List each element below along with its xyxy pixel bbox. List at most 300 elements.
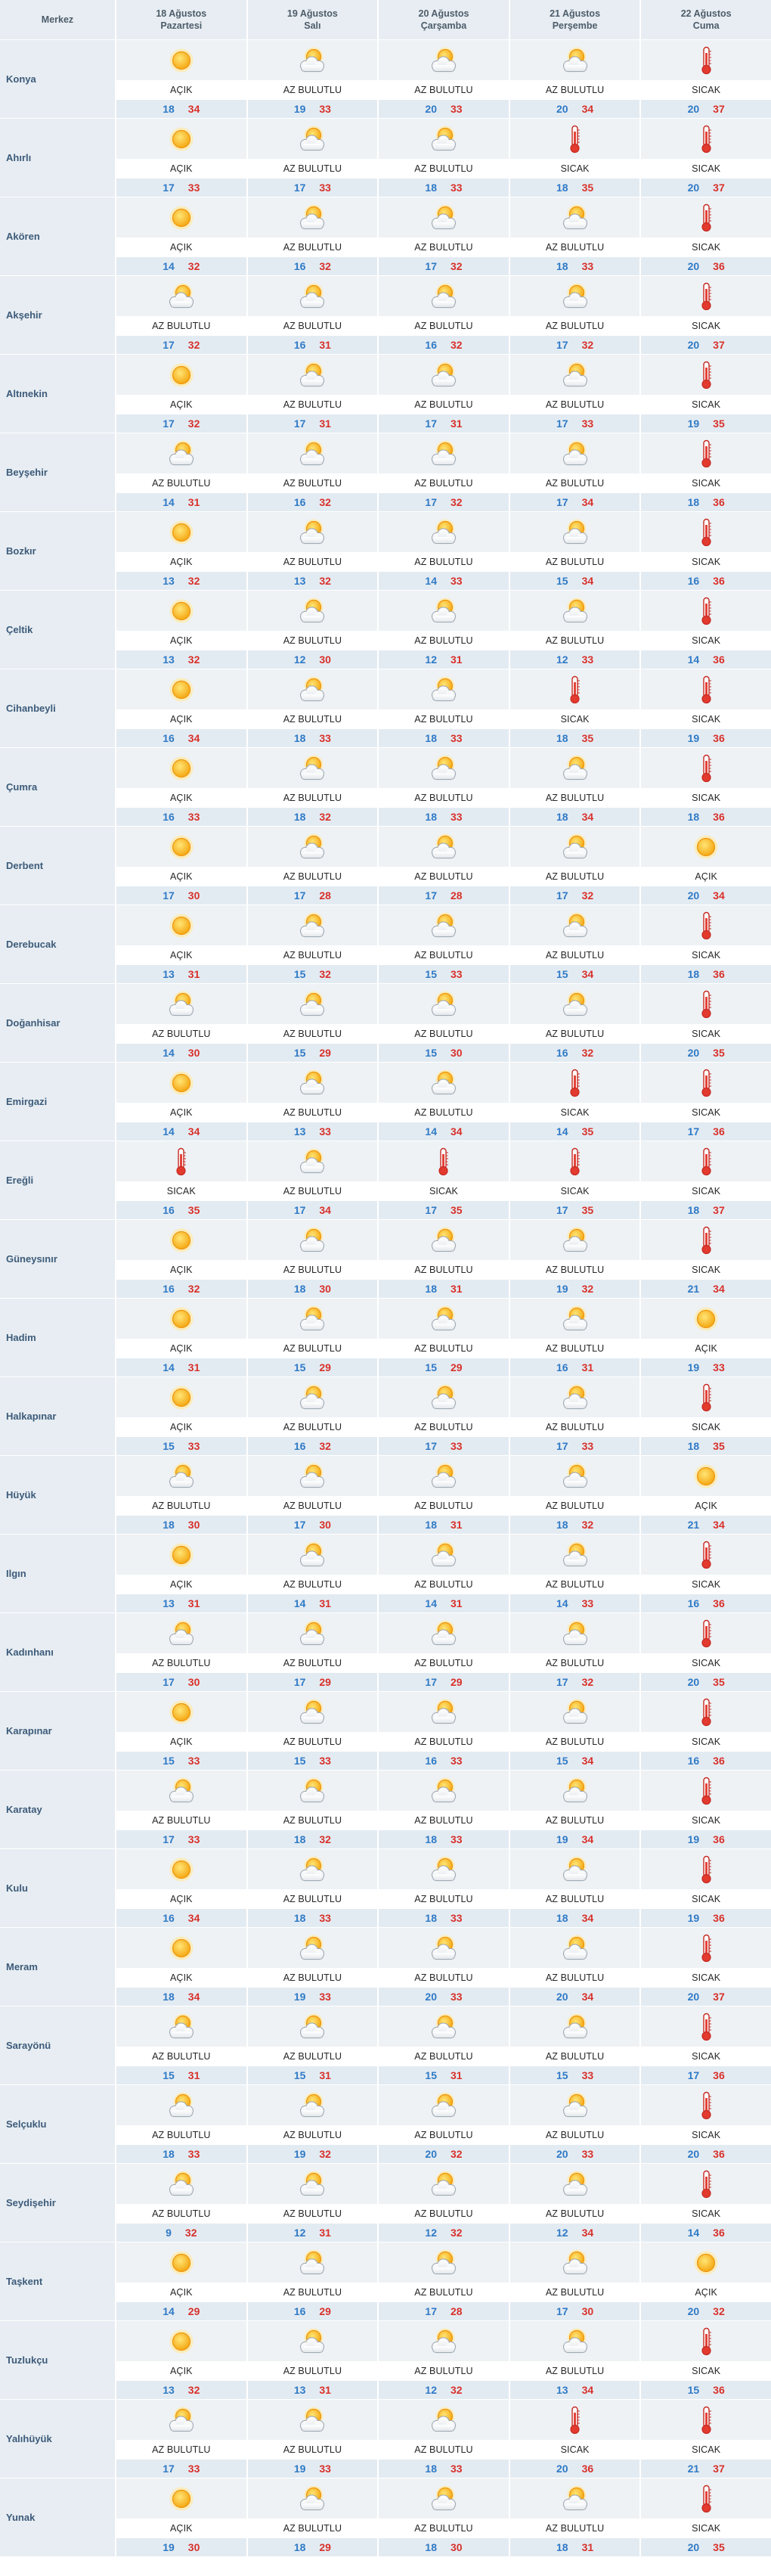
city-link[interactable]: Seydişehir bbox=[6, 2197, 56, 2208]
sun-icon bbox=[693, 1306, 719, 1332]
temperature-range bbox=[379, 2145, 509, 2163]
weather-icon-area bbox=[116, 1613, 246, 1653]
max-temp: 33 bbox=[319, 2463, 331, 2475]
temperature-range bbox=[379, 2302, 509, 2320]
weather-icon-area bbox=[116, 905, 246, 945]
table-row bbox=[0, 433, 771, 511]
sun-icon bbox=[169, 756, 194, 781]
thermometer-icon bbox=[568, 125, 581, 154]
forecast-cell bbox=[639, 276, 771, 354]
min-temp: 16 bbox=[293, 2305, 306, 2317]
partly-cloudy-icon bbox=[428, 1305, 460, 1333]
partly-cloudy-icon bbox=[428, 912, 460, 939]
city-cell bbox=[0, 433, 115, 511]
weather-icon-area bbox=[379, 2321, 509, 2361]
max-temp: 34 bbox=[319, 1204, 331, 1216]
min-temp: 14 bbox=[163, 1047, 175, 1059]
weather-icon-area bbox=[641, 591, 771, 631]
city-link[interactable]: Ilgın bbox=[6, 1568, 26, 1579]
weather-icon-area bbox=[248, 1535, 378, 1575]
max-temp: 34 bbox=[581, 1755, 594, 1767]
partly-cloudy-icon bbox=[428, 126, 460, 153]
city-cell bbox=[0, 1613, 115, 1691]
city-link[interactable]: Hadim bbox=[6, 1332, 36, 1343]
condition-label: AZ BULUTLU bbox=[248, 159, 378, 178]
partly-cloudy-icon bbox=[296, 1620, 328, 1647]
condition-label: AZ BULUTLU bbox=[379, 395, 509, 414]
table-row bbox=[0, 511, 771, 590]
max-temp: 30 bbox=[187, 1047, 200, 1059]
forecast-cell bbox=[639, 2242, 771, 2320]
partly-cloudy-icon bbox=[428, 833, 460, 861]
min-temp: 12 bbox=[293, 653, 306, 666]
weather-icon-area bbox=[248, 433, 378, 473]
forecast-cell bbox=[377, 2400, 509, 2478]
min-temp: 20 bbox=[425, 103, 437, 115]
max-temp: 36 bbox=[713, 575, 725, 587]
weather-icon-area bbox=[116, 2478, 246, 2519]
day-date: 22 Ağustos bbox=[680, 8, 732, 19]
city-link[interactable]: Güneysınır bbox=[6, 1253, 57, 1265]
temperature-range bbox=[641, 2145, 771, 2163]
partly-cloudy-icon bbox=[296, 47, 328, 74]
min-temp: 18 bbox=[556, 811, 568, 823]
forecast-cell bbox=[639, 2478, 771, 2556]
max-temp: 32 bbox=[581, 339, 594, 351]
sun-icon bbox=[169, 1542, 194, 1568]
partly-cloudy-icon bbox=[428, 362, 460, 389]
condition-label: SICAK bbox=[641, 2047, 771, 2066]
partly-cloudy-icon bbox=[296, 1777, 328, 1805]
weather-icon-area bbox=[641, 2164, 771, 2204]
city-cell bbox=[0, 1535, 115, 1612]
thermometer-icon bbox=[700, 125, 713, 154]
weather-icon-area bbox=[510, 2321, 640, 2361]
weather-icon-area bbox=[641, 669, 771, 709]
min-temp: 13 bbox=[163, 2384, 175, 2396]
weather-icon-area bbox=[248, 2478, 378, 2519]
weather-icon-area bbox=[248, 1849, 378, 1889]
weather-icon-area bbox=[379, 1849, 509, 1889]
forecast-cell bbox=[377, 2478, 509, 2556]
table-row bbox=[0, 118, 771, 197]
max-temp: 32 bbox=[581, 1283, 594, 1295]
weather-icon-area bbox=[248, 905, 378, 945]
condition-label: AZ BULUTLU bbox=[379, 2361, 509, 2381]
condition-label: AZ BULUTLU bbox=[248, 473, 378, 493]
temperature-range bbox=[510, 1280, 640, 1298]
thermometer-icon bbox=[700, 597, 713, 625]
min-temp: 17 bbox=[425, 2305, 437, 2317]
min-temp: 16 bbox=[687, 1755, 700, 1767]
forecast-cell bbox=[639, 748, 771, 826]
min-temp: 17 bbox=[556, 1204, 568, 1216]
condition-label: AÇIK bbox=[116, 1417, 246, 1437]
city-cell bbox=[0, 2085, 115, 2163]
min-temp: 19 bbox=[687, 1912, 700, 1924]
weather-icon-area bbox=[641, 1377, 771, 1417]
partly-cloudy-icon bbox=[428, 1699, 460, 1726]
weather-icon-area bbox=[116, 1220, 246, 1260]
forecast-cell bbox=[509, 355, 640, 433]
temperature-range bbox=[116, 257, 246, 275]
condition-label: AZ BULUTLU bbox=[510, 1496, 640, 1516]
forecast-cell bbox=[377, 1220, 509, 1298]
max-temp: 28 bbox=[450, 2305, 463, 2317]
temperature-range bbox=[116, 1122, 246, 1141]
max-temp: 34 bbox=[187, 732, 200, 744]
condition-label: SICAK bbox=[641, 80, 771, 100]
temperature-range bbox=[248, 1201, 378, 1219]
forecast-cell bbox=[115, 433, 246, 511]
table-row bbox=[0, 1219, 771, 1298]
city-link[interactable]: Çumra bbox=[6, 781, 38, 793]
partly-cloudy-icon bbox=[296, 1305, 328, 1333]
min-temp: 19 bbox=[556, 1833, 568, 1845]
condition-label: AZ BULUTLU bbox=[379, 80, 509, 100]
partly-cloudy-icon bbox=[296, 2171, 328, 2198]
condition-label: AZ BULUTLU bbox=[248, 1417, 378, 1437]
condition-label: AZ BULUTLU bbox=[379, 631, 509, 650]
partly-cloudy-icon bbox=[559, 2249, 591, 2277]
forecast-cell bbox=[509, 1456, 640, 1534]
city-link[interactable]: Karapınar bbox=[6, 1725, 52, 1736]
partly-cloudy-icon bbox=[559, 755, 591, 782]
sun-icon bbox=[169, 1227, 194, 1253]
forecast-cell bbox=[509, 2321, 640, 2399]
temperature-range bbox=[116, 1437, 246, 1455]
max-temp: 33 bbox=[581, 1597, 594, 1609]
min-temp: 19 bbox=[687, 732, 700, 744]
weather-icon-area bbox=[510, 1613, 640, 1653]
partly-cloudy-icon bbox=[296, 1384, 328, 1411]
city-link[interactable]: Karatay bbox=[6, 1804, 42, 1815]
weather-icon-area bbox=[510, 512, 640, 552]
condition-label: AÇIK bbox=[116, 80, 246, 100]
city-link[interactable]: Sarayönü bbox=[6, 2040, 51, 2051]
weather-icon-area bbox=[116, 1692, 246, 1732]
min-temp: 18 bbox=[163, 1991, 175, 2003]
city-link[interactable]: Beyşehir bbox=[6, 467, 48, 478]
max-temp: 35 bbox=[713, 1676, 725, 1688]
city-cell bbox=[0, 276, 115, 354]
weather-icon-area bbox=[641, 748, 771, 788]
partly-cloudy-icon bbox=[296, 597, 328, 625]
weather-icon-area bbox=[116, 748, 246, 788]
forecast-cell bbox=[639, 1849, 771, 1927]
max-temp: 33 bbox=[319, 103, 331, 115]
weather-icon-area bbox=[116, 1928, 246, 1968]
condition-label: AÇIK bbox=[116, 867, 246, 886]
forecast-cell bbox=[377, 197, 509, 275]
min-temp: 19 bbox=[293, 1991, 306, 2003]
partly-cloudy-icon bbox=[559, 1384, 591, 1411]
weather-icon-area bbox=[510, 2085, 640, 2125]
temperature-range bbox=[641, 2066, 771, 2084]
max-temp: 37 bbox=[713, 103, 725, 115]
max-temp: 34 bbox=[187, 1912, 200, 1924]
condition-label: AZ BULUTLU bbox=[116, 473, 246, 493]
max-temp: 30 bbox=[187, 2541, 200, 2553]
temperature-range bbox=[248, 808, 378, 826]
max-temp: 35 bbox=[581, 182, 594, 194]
city-link[interactable]: Akşehir bbox=[6, 309, 42, 321]
city-link[interactable]: Ereğli bbox=[6, 1175, 34, 1186]
temperature-range bbox=[641, 650, 771, 669]
partly-cloudy-icon bbox=[296, 1069, 328, 1097]
temperature-range bbox=[379, 650, 509, 669]
weather-icon-area bbox=[641, 1613, 771, 1653]
day-date: 21 Ağustos bbox=[550, 8, 601, 19]
forecast-cell bbox=[115, 827, 246, 905]
weather-icon-area bbox=[510, 669, 640, 709]
forecast-cell bbox=[377, 355, 509, 433]
max-temp: 33 bbox=[187, 811, 200, 823]
forecast-cell bbox=[639, 1535, 771, 1612]
temperature-range bbox=[248, 2381, 378, 2399]
max-temp: 34 bbox=[187, 1125, 200, 1137]
min-temp: 16 bbox=[556, 1047, 568, 1059]
temperature-range bbox=[116, 1830, 246, 1848]
forecast-cell bbox=[509, 512, 640, 590]
partly-cloudy-icon bbox=[428, 519, 460, 546]
max-temp: 35 bbox=[581, 732, 594, 744]
temperature-range bbox=[116, 1358, 246, 1376]
forecast-cell bbox=[509, 1849, 640, 1927]
temperature-range bbox=[641, 414, 771, 433]
city-link[interactable]: Yalıhüyük bbox=[6, 2433, 52, 2444]
city-link[interactable]: Derebucak bbox=[6, 939, 57, 950]
temperature-range bbox=[510, 1122, 640, 1141]
min-temp: 9 bbox=[166, 2227, 172, 2239]
max-temp: 33 bbox=[187, 2148, 200, 2160]
thermometer-icon bbox=[700, 754, 713, 783]
day-date: 20 Ağustos bbox=[418, 8, 469, 19]
min-temp: 18 bbox=[556, 182, 568, 194]
forecast-cell bbox=[377, 1771, 509, 1848]
forecast-cell bbox=[115, 1063, 246, 1141]
city-link[interactable]: Konya bbox=[6, 73, 36, 85]
partly-cloudy-icon bbox=[296, 204, 328, 231]
temperature-range bbox=[248, 1516, 378, 1534]
forecast-cell bbox=[115, 2321, 246, 2399]
sun-icon bbox=[169, 2486, 194, 2512]
sun-icon bbox=[169, 362, 194, 388]
weather-icon-area bbox=[510, 1456, 640, 1496]
thermometer-icon bbox=[700, 203, 713, 232]
min-temp: 17 bbox=[425, 496, 437, 508]
city-link[interactable]: Altınekin bbox=[6, 388, 48, 399]
partly-cloudy-icon bbox=[428, 2171, 460, 2198]
min-temp: 18 bbox=[687, 1204, 700, 1216]
max-temp: 33 bbox=[319, 732, 331, 744]
max-temp: 36 bbox=[713, 968, 725, 980]
condition-label: AZ BULUTLU bbox=[510, 1260, 640, 1280]
city-link[interactable]: Yunak bbox=[6, 2512, 36, 2523]
weather-icon-area bbox=[641, 1692, 771, 1732]
max-temp: 31 bbox=[581, 1361, 594, 1373]
weather-icon-area bbox=[248, 355, 378, 395]
max-temp: 36 bbox=[713, 260, 725, 272]
partly-cloudy-icon bbox=[559, 1463, 591, 1490]
min-temp: 19 bbox=[293, 2463, 306, 2475]
weather-icon-area bbox=[641, 2400, 771, 2440]
forecast-cell bbox=[639, 1692, 771, 1770]
max-temp: 33 bbox=[450, 1833, 463, 1845]
city-link[interactable]: Akören bbox=[6, 231, 40, 242]
min-temp: 20 bbox=[687, 1047, 700, 1059]
weather-icon-area bbox=[641, 276, 771, 316]
temperature-range bbox=[116, 1988, 246, 2006]
max-temp: 30 bbox=[581, 2305, 594, 2317]
partly-cloudy-icon bbox=[166, 1777, 197, 1805]
table-body bbox=[0, 39, 771, 2556]
weather-icon-area bbox=[248, 512, 378, 552]
condition-label: AZ BULUTLU bbox=[248, 2283, 378, 2302]
min-temp: 15 bbox=[687, 2384, 700, 2396]
max-temp: 33 bbox=[581, 653, 594, 666]
city-link[interactable]: Meram bbox=[6, 1961, 38, 1972]
sun-icon bbox=[169, 1070, 194, 1096]
city-link[interactable]: Emirgazi bbox=[6, 1096, 48, 1107]
table-row bbox=[0, 1691, 771, 1770]
forecast-cell bbox=[115, 591, 246, 669]
city-cell bbox=[0, 669, 115, 747]
max-temp: 35 bbox=[450, 1204, 463, 1216]
table-row bbox=[0, 1612, 771, 1691]
temperature-range bbox=[510, 1830, 640, 1848]
temperature-range bbox=[641, 1752, 771, 1770]
weather-icon-area bbox=[641, 40, 771, 80]
min-temp: 17 bbox=[556, 1676, 568, 1688]
weather-icon-area bbox=[379, 2006, 509, 2047]
max-temp: 32 bbox=[319, 496, 331, 508]
max-temp: 33 bbox=[450, 1440, 463, 1452]
partly-cloudy-icon bbox=[296, 2485, 328, 2512]
condition-label: AZ BULUTLU bbox=[379, 2283, 509, 2302]
partly-cloudy-icon bbox=[296, 1699, 328, 1726]
city-link[interactable]: Selçuklu bbox=[6, 2118, 47, 2130]
condition-label: AZ BULUTLU bbox=[379, 2047, 509, 2066]
temperature-range bbox=[248, 1673, 378, 1691]
city-link[interactable]: Kulu bbox=[6, 1882, 28, 1894]
forecast-cell bbox=[377, 591, 509, 669]
temperature-range bbox=[379, 2224, 509, 2242]
city-link[interactable]: Bozkır bbox=[6, 545, 36, 557]
weather-icon-area bbox=[248, 1771, 378, 1811]
temperature-range bbox=[379, 2460, 509, 2478]
temperature-range bbox=[379, 414, 509, 433]
partly-cloudy-icon bbox=[428, 283, 460, 310]
table-row bbox=[0, 1770, 771, 1848]
city-link[interactable]: Tuzlukçu bbox=[6, 2354, 48, 2366]
table-row bbox=[0, 1534, 771, 1612]
table-row bbox=[0, 1848, 771, 1927]
condition-label: AZ BULUTLU bbox=[510, 945, 640, 965]
max-temp: 32 bbox=[581, 1676, 594, 1688]
forecast-cell bbox=[509, 119, 640, 197]
city-link[interactable]: Hüyük bbox=[6, 1489, 36, 1501]
forecast-cell bbox=[377, 2006, 509, 2084]
max-temp: 33 bbox=[581, 2069, 594, 2081]
city-link[interactable]: Doğanhisar bbox=[6, 1017, 60, 1029]
forecast-cell bbox=[246, 1456, 378, 1534]
table-row bbox=[0, 1927, 771, 2006]
temperature-range bbox=[116, 2145, 246, 2163]
min-temp: 20 bbox=[556, 1991, 568, 2003]
max-temp: 34 bbox=[713, 1283, 725, 1295]
max-temp: 30 bbox=[187, 1519, 200, 1531]
min-temp: 14 bbox=[425, 1125, 437, 1137]
city-link[interactable]: Kadınhanı bbox=[6, 1646, 54, 1658]
min-temp: 17 bbox=[556, 889, 568, 902]
forecast-cell bbox=[377, 1535, 509, 1612]
city-link[interactable]: Taşkent bbox=[6, 2276, 43, 2287]
forecast-cell bbox=[115, 2400, 246, 2478]
weather-icon-area bbox=[116, 2085, 246, 2125]
city-link[interactable]: Cihanbeyli bbox=[6, 703, 56, 714]
forecast-cell bbox=[246, 1220, 378, 1298]
forecast-cell bbox=[246, 2321, 378, 2399]
weather-icon-area bbox=[116, 1063, 246, 1103]
temperature-range bbox=[510, 1516, 640, 1534]
city-link[interactable]: Halkapınar bbox=[6, 1411, 57, 1422]
temperature-range bbox=[510, 493, 640, 511]
city-link[interactable]: Derbent bbox=[6, 860, 44, 871]
temperature-range bbox=[116, 729, 246, 747]
max-temp: 31 bbox=[187, 496, 200, 508]
min-temp: 19 bbox=[293, 2148, 306, 2160]
weather-icon-area bbox=[641, 1141, 771, 1181]
partly-cloudy-icon bbox=[559, 2013, 591, 2041]
min-temp: 18 bbox=[293, 732, 306, 744]
min-temp: 17 bbox=[163, 1833, 175, 1845]
max-temp: 32 bbox=[450, 339, 463, 351]
condition-label: SICAK bbox=[641, 2204, 771, 2224]
weather-icon-area bbox=[379, 197, 509, 237]
forecast-cell bbox=[509, 1063, 640, 1141]
max-temp: 28 bbox=[450, 889, 463, 902]
weather-icon-area bbox=[379, 1063, 509, 1103]
city-cell bbox=[0, 1063, 115, 1141]
condition-label: AZ BULUTLU bbox=[510, 395, 640, 414]
forecast-cell bbox=[246, 2006, 378, 2084]
min-temp: 13 bbox=[163, 968, 175, 980]
max-temp: 34 bbox=[187, 1991, 200, 2003]
condition-label: AÇIK bbox=[116, 709, 246, 729]
condition-label: AZ BULUTLU bbox=[510, 1732, 640, 1752]
city-link[interactable]: Ahırlı bbox=[6, 152, 32, 163]
forecast-cell bbox=[639, 355, 771, 433]
partly-cloudy-icon bbox=[296, 519, 328, 546]
thermometer-icon bbox=[700, 1541, 713, 1569]
table-row bbox=[0, 669, 771, 747]
temperature-range bbox=[116, 100, 246, 118]
city-link[interactable]: Çeltik bbox=[6, 624, 33, 635]
min-temp: 18 bbox=[293, 1833, 306, 1845]
temperature-range bbox=[116, 1909, 246, 1927]
forecast-cell bbox=[377, 512, 509, 590]
partly-cloudy-icon bbox=[296, 362, 328, 389]
temperature-range bbox=[641, 336, 771, 354]
max-temp: 29 bbox=[187, 2305, 200, 2317]
condition-label: SICAK bbox=[379, 1181, 509, 1201]
weather-icon-area bbox=[379, 40, 509, 80]
min-temp: 16 bbox=[163, 1912, 175, 1924]
temperature-range bbox=[116, 336, 246, 354]
temperature-range bbox=[379, 1437, 509, 1455]
thermometer-icon bbox=[700, 1934, 713, 1963]
